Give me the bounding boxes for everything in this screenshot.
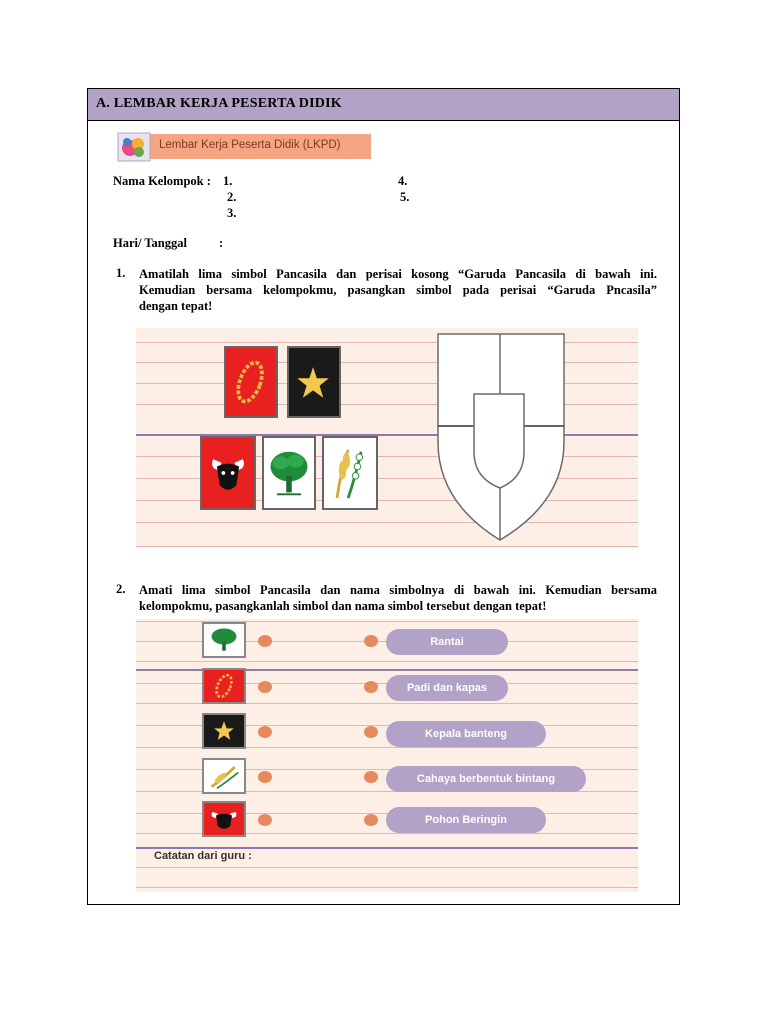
badge-label: Lembar Kerja Peserta Didik (LKPD) xyxy=(159,139,341,151)
group-number-5: 5. xyxy=(400,190,410,204)
padi-kapas-icon[interactable] xyxy=(322,436,378,510)
match-right-dot-5[interactable] xyxy=(364,814,378,826)
question1-number: 1. xyxy=(116,266,126,280)
bintang-icon[interactable] xyxy=(287,346,341,418)
group-label: Nama Kelompok : xyxy=(113,174,211,188)
match-pohon-beringin-icon xyxy=(202,622,246,658)
empty-shield[interactable] xyxy=(432,332,572,542)
name-pill-cahaya-bintang[interactable]: Cahaya berbentuk bintang xyxy=(386,766,586,792)
kepala-banteng-icon[interactable] xyxy=(200,436,256,510)
date-label: Hari/ Tanggal xyxy=(113,236,187,250)
teacher-note-label: Catatan dari guru : xyxy=(154,850,252,862)
match-right-dot-4[interactable] xyxy=(364,771,378,783)
question1-line-3: dengan tepat! xyxy=(139,299,213,313)
question2-number: 2. xyxy=(116,582,126,596)
name-pill-pohon-beringin[interactable]: Pohon Beringin xyxy=(386,807,546,833)
match-right-dot-1[interactable] xyxy=(364,635,378,647)
match-left-dot-5[interactable] xyxy=(258,814,272,826)
puzzle-icon xyxy=(117,132,151,162)
match-rantai-icon xyxy=(202,668,246,704)
match-left-dot-4[interactable] xyxy=(258,771,272,783)
question1-line-1: Amatilah lima simbol Pancasila dan perisai kosong “Garuda Pancasila di bawah ini. xyxy=(139,267,657,281)
question1-panel xyxy=(136,328,638,548)
rantai-icon[interactable] xyxy=(224,346,278,418)
pohon-beringin-icon[interactable] xyxy=(262,436,316,510)
match-right-dot-2[interactable] xyxy=(364,681,378,693)
date-colon: : xyxy=(219,236,224,250)
lkpd-badge xyxy=(117,132,371,162)
section-title: A. LEMBAR KERJA PESERTA DIDIK xyxy=(96,96,342,111)
match-left-dot-2[interactable] xyxy=(258,681,272,693)
question1-line-2: Kemudian bersama kelompokmu, pasangkan simbol pada perisai “Garuda Pncasila” xyxy=(139,283,657,297)
match-left-dot-3[interactable] xyxy=(258,726,272,738)
section-header xyxy=(88,89,679,121)
question2-panel xyxy=(136,619,638,892)
match-left-dot-1[interactable] xyxy=(258,635,272,647)
group-number-4: 4. xyxy=(398,174,408,188)
name-pill-rantai[interactable]: Rantai xyxy=(386,629,508,655)
match-kepala-banteng-icon xyxy=(202,801,246,837)
name-pill-kepala-banteng[interactable]: Kepala banteng xyxy=(386,721,546,747)
group-number-2: 2. xyxy=(227,190,237,204)
question1-text xyxy=(139,266,657,314)
match-padi-kapas-icon xyxy=(202,758,246,794)
question2-line-2: kelompokmu, pasangkanlah simbol dan nama simbol tersebut dengan tepat! xyxy=(139,599,547,613)
group-number-3: 3. xyxy=(227,206,237,220)
match-bintang-icon xyxy=(202,713,246,749)
question2-text xyxy=(139,582,657,614)
name-pill-padi-kapas[interactable]: Padi dan kapas xyxy=(386,675,508,701)
question2-line-1: Amati lima simbol Pancasila dan nama simbolnya di bawah ini. Kemudian bersama xyxy=(139,583,657,597)
group-number-1: 1. xyxy=(223,174,233,188)
match-right-dot-3[interactable] xyxy=(364,726,378,738)
